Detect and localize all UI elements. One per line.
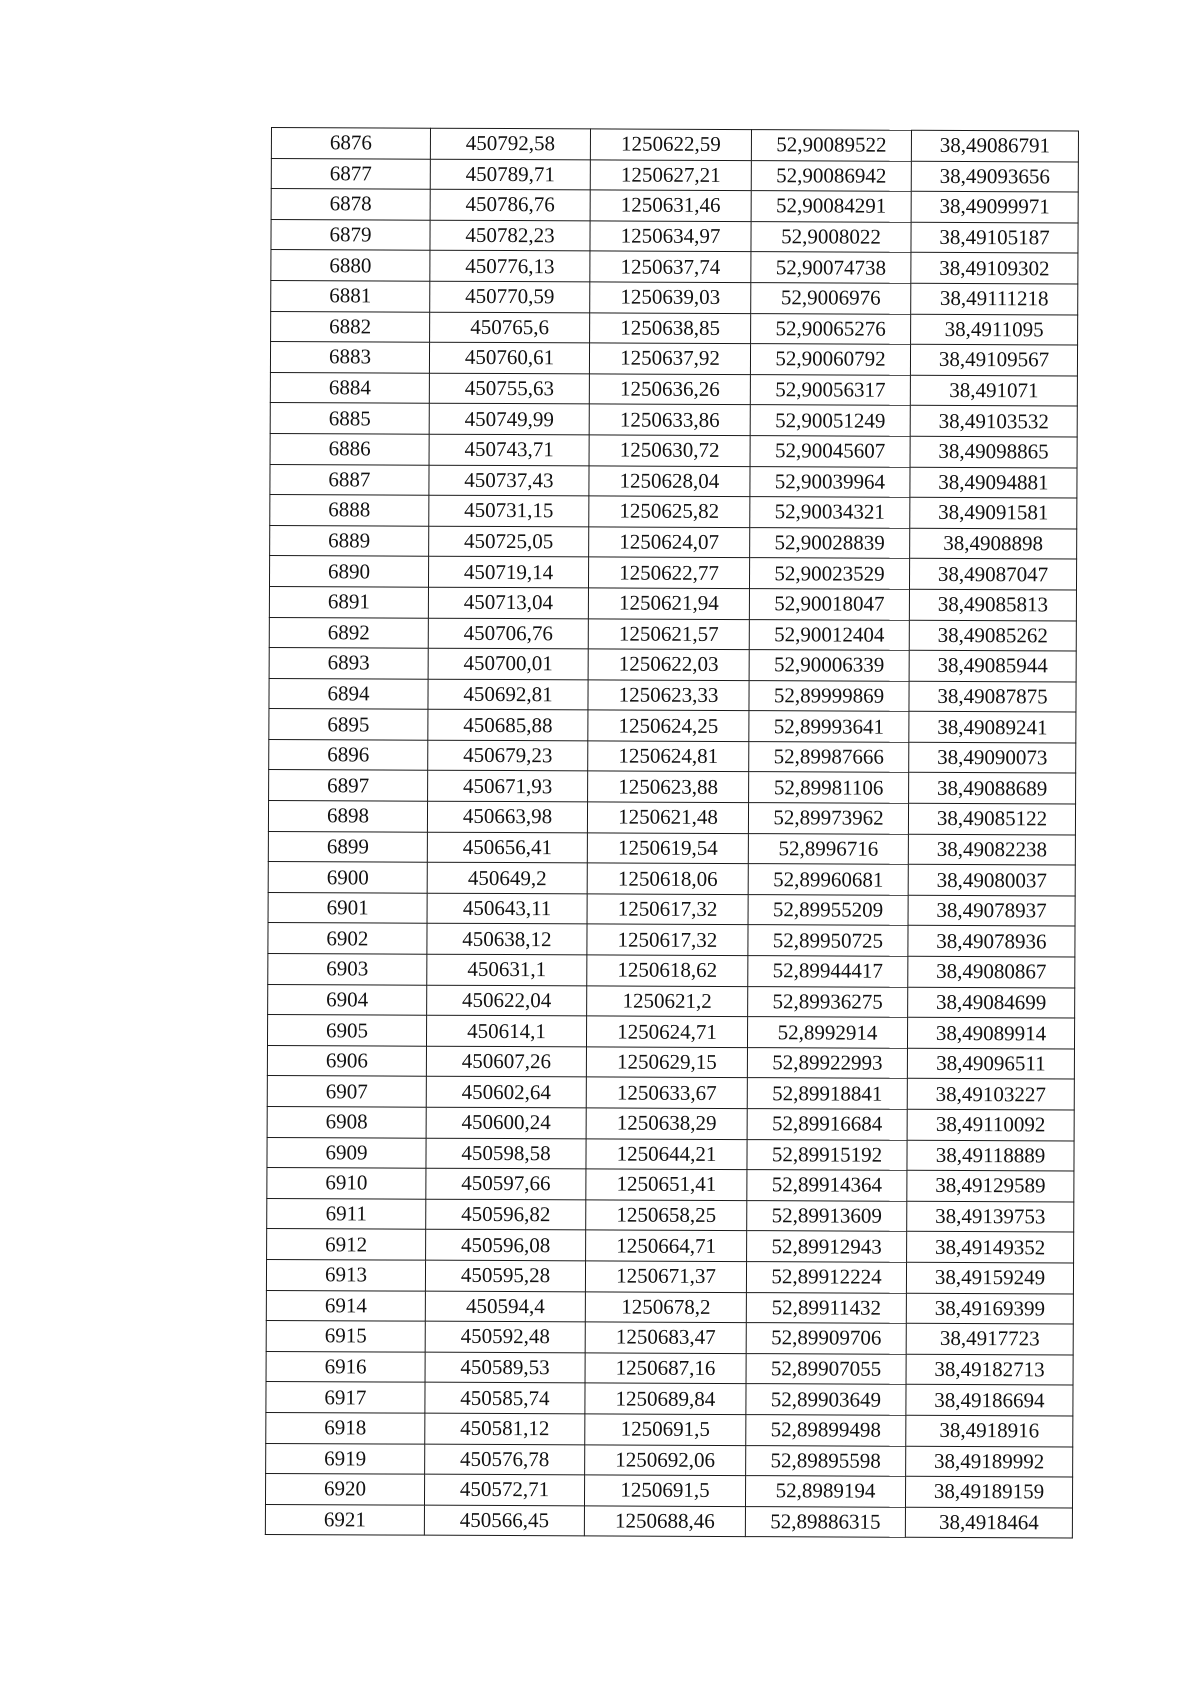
y-coordinate-cell: 1250634,97 — [590, 221, 751, 252]
table-row — [268, 831, 1075, 865]
x-coordinate-cell: 450649,2 — [427, 862, 587, 893]
point-number-cell: 6884 — [270, 372, 429, 403]
x-coordinate-cell: 450598,58 — [426, 1138, 586, 1169]
point-number-cell: 6885 — [270, 403, 429, 434]
x-coordinate-cell: 450671,93 — [428, 771, 588, 802]
latitude-cell: 52,9008022 — [751, 221, 911, 252]
x-coordinate-cell: 450770,59 — [430, 281, 590, 312]
y-coordinate-cell: 1250619,54 — [587, 833, 748, 864]
y-coordinate-cell: 1250624,81 — [588, 741, 749, 772]
longitude-cell: 38,49085122 — [908, 803, 1075, 834]
table-row — [268, 801, 1075, 835]
table-row — [270, 403, 1077, 437]
point-number-cell: 6908 — [267, 1106, 426, 1137]
longitude-cell: 38,49085944 — [909, 650, 1076, 681]
table-row — [271, 158, 1078, 192]
table-row — [271, 189, 1078, 223]
x-coordinate-cell: 450786,76 — [430, 189, 590, 220]
latitude-cell: 52,89915192 — [747, 1139, 907, 1170]
table-row — [271, 219, 1078, 253]
table-row — [269, 617, 1076, 651]
longitude-cell: 38,4917723 — [906, 1323, 1073, 1354]
point-number-cell: 6897 — [269, 770, 428, 801]
y-coordinate-cell: 1250688,46 — [584, 1506, 745, 1537]
table-row — [270, 433, 1077, 467]
table-row — [268, 862, 1075, 896]
longitude-cell: 38,49090073 — [909, 742, 1076, 773]
latitude-cell: 52,89960681 — [748, 864, 908, 895]
point-number-cell: 6913 — [266, 1259, 425, 1290]
x-coordinate-cell: 450596,82 — [426, 1199, 586, 1230]
latitude-cell: 52,8992914 — [747, 1017, 907, 1048]
longitude-cell: 38,49082238 — [908, 834, 1075, 865]
x-coordinate-cell: 450602,64 — [426, 1077, 586, 1108]
point-number-cell: 6906 — [267, 1045, 426, 1076]
latitude-cell: 52,89907055 — [746, 1353, 906, 1384]
table-row — [271, 311, 1078, 345]
table-row — [269, 739, 1076, 773]
x-coordinate-cell: 450656,41 — [427, 832, 587, 863]
x-coordinate-cell: 450706,76 — [428, 618, 588, 649]
table-row — [270, 372, 1077, 406]
x-coordinate-cell: 450685,88 — [428, 709, 588, 740]
y-coordinate-cell: 1250683,47 — [585, 1322, 746, 1353]
longitude-cell: 38,49085813 — [909, 589, 1076, 620]
longitude-cell: 38,49118889 — [907, 1140, 1074, 1171]
point-number-cell: 6888 — [270, 495, 429, 526]
longitude-cell: 38,49159249 — [906, 1262, 1073, 1293]
table-row — [271, 280, 1078, 314]
point-number-cell: 6902 — [268, 923, 427, 954]
y-coordinate-cell: 1250658,25 — [586, 1200, 747, 1231]
y-coordinate-cell: 1250691,5 — [585, 1414, 746, 1445]
table-row — [266, 1290, 1073, 1324]
latitude-cell: 52,89912943 — [747, 1231, 907, 1262]
table-row — [266, 1351, 1073, 1385]
point-number-cell: 6916 — [266, 1351, 425, 1382]
y-coordinate-cell: 1250644,21 — [586, 1138, 747, 1169]
longitude-cell: 38,4918464 — [905, 1507, 1072, 1538]
y-coordinate-cell: 1250636,26 — [589, 374, 750, 405]
table-row — [266, 1412, 1073, 1446]
point-number-cell: 6917 — [266, 1382, 425, 1413]
x-coordinate-cell: 450782,23 — [430, 220, 590, 251]
longitude-cell: 38,49110092 — [907, 1109, 1074, 1140]
latitude-cell: 52,90045607 — [750, 436, 910, 467]
table-row — [267, 1198, 1074, 1232]
table-row — [268, 892, 1075, 926]
point-number-cell: 6910 — [267, 1168, 426, 1199]
point-number-cell: 6920 — [265, 1474, 424, 1505]
latitude-cell: 52,90028839 — [750, 527, 910, 558]
longitude-cell: 38,49111218 — [911, 283, 1078, 314]
point-number-cell: 6909 — [267, 1137, 426, 1168]
latitude-cell: 52,89903649 — [746, 1384, 906, 1415]
y-coordinate-cell: 1250618,06 — [587, 863, 748, 894]
table-row — [269, 648, 1076, 682]
point-number-cell: 6889 — [270, 525, 429, 556]
latitude-cell: 52,89981106 — [749, 772, 909, 803]
point-number-cell: 6881 — [271, 280, 430, 311]
y-coordinate-cell: 1250651,41 — [586, 1169, 747, 1200]
table-row — [269, 709, 1076, 743]
point-number-cell: 6919 — [266, 1443, 425, 1474]
longitude-cell: 38,49099971 — [911, 191, 1078, 222]
y-coordinate-cell: 1250627,21 — [590, 159, 751, 190]
latitude-cell: 52,89999869 — [749, 680, 909, 711]
latitude-cell: 52,89993641 — [749, 711, 909, 742]
latitude-cell: 52,90039964 — [750, 466, 910, 497]
point-number-cell: 6891 — [269, 586, 428, 617]
x-coordinate-cell: 450595,28 — [425, 1260, 585, 1291]
latitude-cell: 52,90086942 — [751, 160, 911, 191]
latitude-cell: 52,90023529 — [749, 558, 909, 589]
y-coordinate-cell: 1250624,71 — [586, 1016, 747, 1047]
longitude-cell: 38,49149352 — [907, 1232, 1074, 1263]
x-coordinate-cell: 450743,71 — [429, 434, 589, 465]
point-number-cell: 6876 — [271, 128, 430, 159]
table-row — [269, 556, 1076, 590]
y-coordinate-cell: 1250622,59 — [590, 129, 751, 160]
latitude-cell: 52,8989194 — [745, 1476, 905, 1507]
x-coordinate-cell: 450776,13 — [430, 251, 590, 282]
point-number-cell: 6903 — [268, 954, 427, 985]
latitude-cell: 52,90018047 — [749, 588, 909, 619]
longitude-cell: 38,49089914 — [907, 1018, 1074, 1049]
x-coordinate-cell: 450585,74 — [425, 1383, 585, 1414]
point-number-cell: 6918 — [266, 1412, 425, 1443]
point-number-cell: 6904 — [268, 984, 427, 1015]
latitude-cell: 52,90012404 — [749, 619, 909, 650]
longitude-cell: 38,491071 — [910, 375, 1077, 406]
y-coordinate-cell: 1250633,67 — [586, 1077, 747, 1108]
point-number-cell: 6915 — [266, 1321, 425, 1352]
table-row — [267, 1229, 1074, 1263]
longitude-cell: 38,49103532 — [910, 406, 1077, 437]
y-coordinate-cell: 1250637,74 — [590, 251, 751, 282]
table-row — [266, 1321, 1073, 1355]
table-row — [267, 1015, 1074, 1049]
x-coordinate-cell: 450596,08 — [426, 1230, 586, 1261]
latitude-cell: 52,90074738 — [751, 252, 911, 283]
latitude-cell: 52,90065276 — [751, 313, 911, 344]
latitude-cell: 52,90006339 — [749, 650, 909, 681]
longitude-cell: 38,49186694 — [906, 1385, 1073, 1416]
latitude-cell: 52,89955209 — [748, 894, 908, 925]
longitude-cell: 38,49129589 — [907, 1170, 1074, 1201]
table-row — [271, 128, 1078, 162]
longitude-cell: 38,49080037 — [908, 865, 1075, 896]
y-coordinate-cell: 1250631,46 — [590, 190, 751, 221]
latitude-cell: 52,89909706 — [746, 1323, 906, 1354]
longitude-cell: 38,49139753 — [907, 1201, 1074, 1232]
y-coordinate-cell: 1250624,07 — [589, 527, 750, 558]
x-coordinate-cell: 450581,12 — [425, 1413, 585, 1444]
y-coordinate-cell: 1250625,82 — [589, 496, 750, 527]
x-coordinate-cell: 450592,48 — [425, 1321, 585, 1352]
table-row — [269, 586, 1076, 620]
point-number-cell: 6878 — [271, 189, 430, 220]
point-number-cell: 6893 — [269, 648, 428, 679]
table-row — [265, 1474, 1072, 1508]
longitude-cell: 38,49109302 — [911, 253, 1078, 284]
longitude-cell: 38,49080867 — [908, 956, 1075, 987]
x-coordinate-cell: 450576,78 — [425, 1444, 585, 1475]
table-row — [270, 342, 1077, 376]
x-coordinate-cell: 450713,04 — [428, 587, 588, 618]
x-coordinate-cell: 450749,99 — [429, 404, 589, 435]
y-coordinate-cell: 1250639,03 — [590, 282, 751, 313]
table-row — [271, 250, 1078, 284]
table-row — [268, 954, 1075, 988]
latitude-cell: 52,89899498 — [746, 1415, 906, 1446]
longitude-cell: 38,4918916 — [906, 1415, 1073, 1446]
latitude-cell: 52,89944417 — [748, 956, 908, 987]
x-coordinate-cell: 450622,04 — [427, 985, 587, 1016]
longitude-cell: 38,4911095 — [911, 314, 1078, 345]
longitude-cell: 38,49089241 — [909, 712, 1076, 743]
x-coordinate-cell: 450789,71 — [430, 159, 590, 190]
longitude-cell: 38,49085262 — [909, 620, 1076, 651]
latitude-cell: 52,90060792 — [750, 344, 910, 375]
latitude-cell: 52,89973962 — [748, 803, 908, 834]
table-row — [265, 1504, 1072, 1538]
y-coordinate-cell: 1250622,03 — [588, 649, 749, 680]
x-coordinate-cell: 450643,11 — [427, 893, 587, 924]
table-row — [267, 1106, 1074, 1140]
y-coordinate-cell: 1250633,86 — [589, 404, 750, 435]
table-row — [266, 1382, 1073, 1416]
y-coordinate-cell: 1250689,84 — [585, 1383, 746, 1414]
x-coordinate-cell: 450631,1 — [427, 954, 587, 985]
y-coordinate-cell: 1250628,04 — [589, 465, 750, 496]
x-coordinate-cell: 450792,58 — [430, 128, 590, 159]
longitude-cell: 38,49086791 — [911, 130, 1078, 161]
x-coordinate-cell: 450731,15 — [429, 495, 589, 526]
longitude-cell: 38,49169399 — [906, 1293, 1073, 1324]
longitude-cell: 38,49182713 — [906, 1354, 1073, 1385]
longitude-cell: 38,4908898 — [910, 528, 1077, 559]
x-coordinate-cell: 450572,71 — [424, 1474, 584, 1505]
y-coordinate-cell: 1250623,33 — [588, 680, 749, 711]
point-number-cell: 6911 — [267, 1198, 426, 1229]
y-coordinate-cell: 1250630,72 — [589, 435, 750, 466]
longitude-cell: 38,49087047 — [909, 559, 1076, 590]
y-coordinate-cell: 1250692,06 — [585, 1444, 746, 1475]
latitude-cell: 52,89895598 — [746, 1445, 906, 1476]
x-coordinate-cell: 450597,66 — [426, 1168, 586, 1199]
point-number-cell: 6896 — [269, 739, 428, 770]
table-row — [267, 1045, 1074, 1079]
point-number-cell: 6912 — [267, 1229, 426, 1260]
y-coordinate-cell: 1250621,94 — [588, 588, 749, 619]
longitude-cell: 38,49094881 — [910, 467, 1077, 498]
latitude-cell: 52,89950725 — [748, 925, 908, 956]
x-coordinate-cell: 450760,61 — [429, 342, 589, 373]
latitude-cell: 52,9006976 — [751, 283, 911, 314]
table-row — [267, 1076, 1074, 1110]
point-number-cell: 6914 — [266, 1290, 425, 1321]
latitude-cell: 52,89922993 — [747, 1047, 907, 1078]
latitude-cell: 52,90056317 — [750, 374, 910, 405]
y-coordinate-cell: 1250638,85 — [590, 312, 751, 343]
longitude-cell: 38,49105187 — [911, 222, 1078, 253]
latitude-cell: 52,90084291 — [751, 191, 911, 222]
longitude-cell: 38,49103227 — [907, 1079, 1074, 1110]
table-row — [267, 1168, 1074, 1202]
table-row — [270, 464, 1077, 498]
x-coordinate-cell: 450679,23 — [428, 740, 588, 771]
longitude-cell: 38,49087875 — [909, 681, 1076, 712]
longitude-cell: 38,49084699 — [908, 987, 1075, 1018]
x-coordinate-cell: 450607,26 — [426, 1046, 586, 1077]
coordinates-table-body — [265, 128, 1078, 1539]
x-coordinate-cell: 450600,24 — [426, 1107, 586, 1138]
longitude-cell: 38,49189159 — [905, 1476, 1072, 1507]
y-coordinate-cell: 1250622,77 — [588, 557, 749, 588]
point-number-cell: 6907 — [267, 1076, 426, 1107]
latitude-cell: 52,89911432 — [746, 1292, 906, 1323]
table-row — [266, 1443, 1073, 1477]
latitude-cell: 52,89886315 — [745, 1506, 905, 1537]
x-coordinate-cell: 450719,14 — [428, 557, 588, 588]
x-coordinate-cell: 450594,4 — [425, 1291, 585, 1322]
y-coordinate-cell: 1250691,5 — [584, 1475, 745, 1506]
y-coordinate-cell: 1250621,2 — [587, 986, 748, 1017]
point-number-cell: 6883 — [270, 342, 429, 373]
y-coordinate-cell: 1250638,29 — [586, 1108, 747, 1139]
y-coordinate-cell: 1250621,57 — [588, 618, 749, 649]
latitude-cell: 52,89914364 — [747, 1170, 907, 1201]
y-coordinate-cell: 1250664,71 — [586, 1230, 747, 1261]
point-number-cell: 6901 — [268, 892, 427, 923]
x-coordinate-cell: 450765,6 — [430, 312, 590, 343]
point-number-cell: 6905 — [267, 1015, 426, 1046]
longitude-cell: 38,49078936 — [908, 926, 1075, 957]
table-row — [267, 1137, 1074, 1171]
table-row — [269, 770, 1076, 804]
point-number-cell: 6877 — [271, 158, 430, 189]
latitude-cell: 52,89912224 — [746, 1262, 906, 1293]
point-number-cell: 6895 — [269, 709, 428, 740]
point-number-cell: 6890 — [269, 556, 428, 587]
y-coordinate-cell: 1250678,2 — [585, 1291, 746, 1322]
x-coordinate-cell: 450737,43 — [429, 465, 589, 496]
latitude-cell: 52,89918841 — [747, 1078, 907, 1109]
longitude-cell: 38,49093656 — [911, 161, 1078, 192]
latitude-cell: 52,90051249 — [750, 405, 910, 436]
point-number-cell: 6899 — [268, 831, 427, 862]
point-number-cell: 6887 — [270, 464, 429, 495]
x-coordinate-cell: 450614,1 — [426, 1015, 586, 1046]
table-row — [268, 923, 1075, 957]
longitude-cell: 38,49098865 — [910, 436, 1077, 467]
table-row — [270, 525, 1077, 559]
longitude-cell: 38,49189992 — [906, 1446, 1073, 1477]
longitude-cell: 38,49088689 — [909, 773, 1076, 804]
point-number-cell: 6898 — [268, 801, 427, 832]
coordinates-table — [265, 127, 1079, 1539]
x-coordinate-cell: 450638,12 — [427, 924, 587, 955]
table-row — [266, 1259, 1073, 1293]
latitude-cell: 52,89916684 — [747, 1109, 907, 1140]
y-coordinate-cell: 1250637,92 — [589, 343, 750, 374]
longitude-cell: 38,49091581 — [910, 497, 1077, 528]
longitude-cell: 38,49096511 — [907, 1048, 1074, 1079]
y-coordinate-cell: 1250624,25 — [588, 710, 749, 741]
x-coordinate-cell: 450700,01 — [428, 648, 588, 679]
table-row — [268, 984, 1075, 1018]
y-coordinate-cell: 1250621,48 — [587, 802, 748, 833]
x-coordinate-cell: 450566,45 — [424, 1505, 584, 1536]
latitude-cell: 52,89913609 — [747, 1200, 907, 1231]
table-row — [270, 495, 1077, 529]
point-number-cell: 6879 — [271, 219, 430, 250]
y-coordinate-cell: 1250687,16 — [585, 1353, 746, 1384]
latitude-cell: 52,89987666 — [749, 741, 909, 772]
point-number-cell: 6886 — [270, 433, 429, 464]
y-coordinate-cell: 1250671,37 — [585, 1261, 746, 1292]
x-coordinate-cell: 450725,05 — [429, 526, 589, 557]
point-number-cell: 6880 — [271, 250, 430, 281]
x-coordinate-cell: 450663,98 — [427, 801, 587, 832]
point-number-cell: 6894 — [269, 678, 428, 709]
point-number-cell: 6882 — [271, 311, 430, 342]
x-coordinate-cell: 450692,81 — [428, 679, 588, 710]
longitude-cell: 38,49109567 — [910, 344, 1077, 375]
point-number-cell: 6900 — [268, 862, 427, 893]
latitude-cell: 52,90089522 — [751, 130, 911, 161]
point-number-cell: 6892 — [269, 617, 428, 648]
y-coordinate-cell: 1250623,88 — [588, 771, 749, 802]
longitude-cell: 38,49078937 — [908, 895, 1075, 926]
latitude-cell: 52,90034321 — [750, 497, 910, 528]
y-coordinate-cell: 1250629,15 — [586, 1047, 747, 1078]
y-coordinate-cell: 1250617,32 — [587, 894, 748, 925]
x-coordinate-cell: 450755,63 — [429, 373, 589, 404]
table-row — [269, 678, 1076, 712]
point-number-cell: 6921 — [265, 1504, 424, 1535]
y-coordinate-cell: 1250618,62 — [587, 955, 748, 986]
latitude-cell: 52,8996716 — [748, 833, 908, 864]
latitude-cell: 52,89936275 — [748, 986, 908, 1017]
y-coordinate-cell: 1250617,32 — [587, 924, 748, 955]
x-coordinate-cell: 450589,53 — [425, 1352, 585, 1383]
